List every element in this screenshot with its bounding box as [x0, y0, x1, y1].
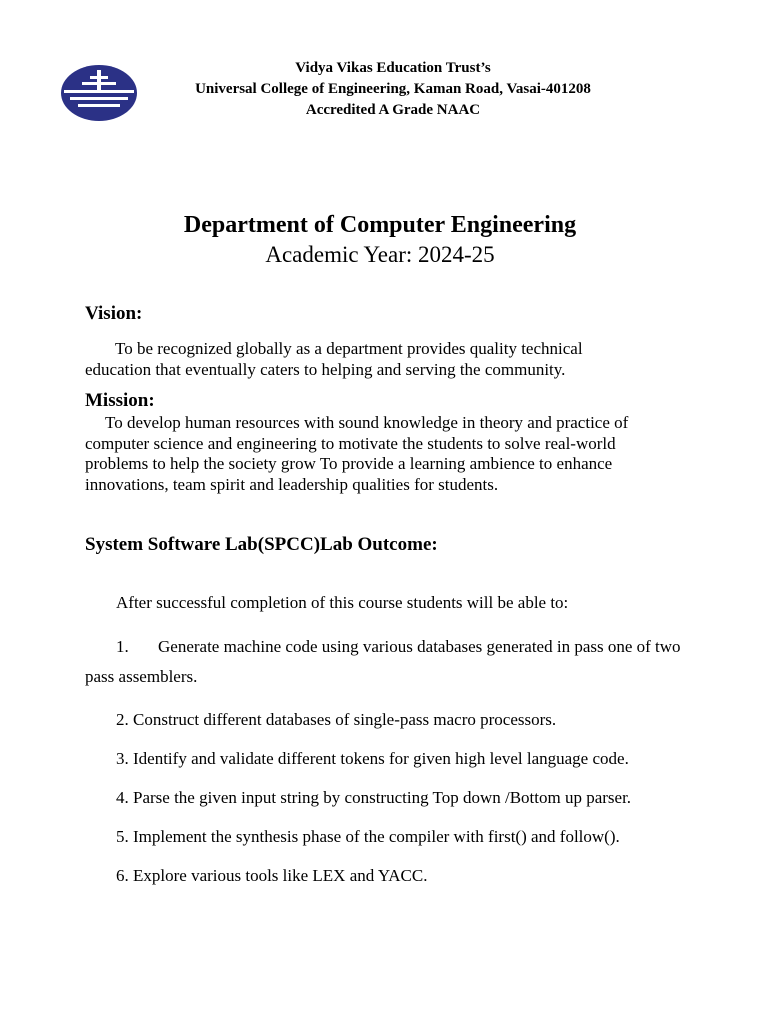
outcomes-intro: After successful completion of this course students will be able to: — [116, 593, 569, 612]
vision-heading: Vision: — [85, 303, 143, 324]
outcome-item: 4. Parse the given input string by constructing Top down /Bottom up parser. — [116, 788, 632, 807]
institution-header — [180, 58, 606, 121]
college-logo-icon — [60, 64, 138, 122]
outcome-text: Generate machine code using various databases generated in pass one of two pass assemblers. — [85, 637, 681, 686]
lab-outcomes — [85, 593, 685, 905]
college-name: Universal College of Engineering, Kaman Road, Vasai-401208 — [195, 81, 591, 97]
college-logo — [60, 64, 138, 122]
outcome-item: 6. Explore various tools like LEX and YACC. — [116, 866, 428, 885]
outcome-item — [85, 632, 685, 692]
outcome-item: 2. Construct different databases of single-pass macro processors. — [116, 710, 557, 729]
lab-outcome-heading: System Software Lab(SPCC)Lab Outcome: — [85, 534, 438, 555]
outcome-item: 3. Identify and validate different tokens for given high level language code. — [116, 749, 629, 768]
trust-name: Vidya Vikas Education Trust’s — [295, 60, 491, 76]
mission-text: To develop human resources with sound knowledge in theory and practice of computer science and engineering to motivate the students to solve real-world problems to help the society grow To provide a learning ambience to enhance innovations, team spirit and leadership qualities for students. — [85, 413, 629, 494]
department-title: Department of Computer Engineering — [183, 212, 577, 238]
outcome-item: 5. Implement the synthesis phase of the compiler with first() and follow(). — [116, 827, 620, 846]
vision-text: To be recognized globally as a department provides quality technical education that eventually caters to helping and serving the community. — [85, 339, 583, 379]
accreditation: Accredited A Grade NAAC — [305, 102, 481, 118]
mission-heading: Mission: — [85, 390, 155, 411]
department-block — [0, 210, 760, 269]
outcome-number: 1. — [116, 637, 129, 656]
academic-year: Academic Year: 2024-25 — [265, 242, 495, 267]
